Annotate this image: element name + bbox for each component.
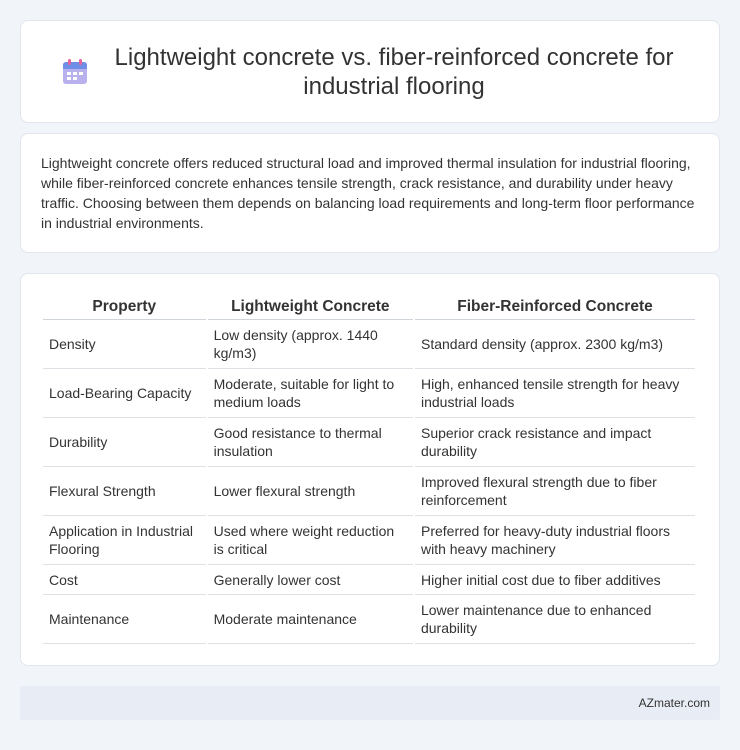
- footer-bar: [20, 686, 720, 720]
- intro-paragraph: Lightweight concrete offers reduced structural load and improved thermal insulation for industrial flooring, while fiber-reinforced concrete enhances tensile strength, crack resistance, and durability under heavy traffic. Choosing between them depends on balancing load requirements and long-term floor performance in industrial environments.: [41, 155, 695, 231]
- table-cell: Improved flexural strength due to fiber reinforcement: [415, 467, 695, 516]
- comparison-table: [41, 296, 697, 644]
- table-row: [43, 565, 695, 595]
- table-card: [20, 273, 720, 666]
- page-title: Lightweight concrete vs. fiber-reinforced concrete for industrial flooring: [114, 43, 674, 100]
- table-cell: Superior crack resistance and impact durability: [415, 418, 695, 467]
- table-cell: Flexural Strength: [43, 467, 206, 516]
- table-row: [43, 516, 695, 565]
- table-cell: Preferred for heavy-duty industrial floors with heavy machinery: [415, 516, 695, 565]
- table-cell: Generally lower cost: [208, 565, 413, 595]
- column-header-lightweight: Lightweight Concrete: [208, 296, 413, 320]
- intro-card: [20, 133, 720, 253]
- title-wrap: [60, 43, 680, 101]
- table-cell: Cost: [43, 565, 206, 595]
- table-row: [43, 595, 695, 644]
- table-row: [43, 320, 695, 369]
- table-cell: Low density (approx. 1440 kg/m3): [208, 320, 413, 369]
- table-row: [43, 467, 695, 516]
- table-cell: Lower maintenance due to enhanced durability: [415, 595, 695, 644]
- table-cell: Moderate maintenance: [208, 595, 413, 644]
- calendar-icon: [60, 57, 90, 87]
- footer-brand[interactable]: AZmater.com: [638, 696, 710, 710]
- table-header-row: [43, 296, 695, 320]
- column-header-fiber: Fiber-Reinforced Concrete: [415, 296, 695, 320]
- column-header-property: Property: [43, 296, 206, 320]
- table-cell: Durability: [43, 418, 206, 467]
- table-cell: Maintenance: [43, 595, 206, 644]
- table-cell: Good resistance to thermal insulation: [208, 418, 413, 467]
- table-cell: Load-Bearing Capacity: [43, 369, 206, 418]
- table-cell: Standard density (approx. 2300 kg/m3): [415, 320, 695, 369]
- table-cell: Lower flexural strength: [208, 467, 413, 516]
- table-cell: Higher initial cost due to fiber additives: [415, 565, 695, 595]
- table-row: [43, 369, 695, 418]
- table-cell: Density: [43, 320, 206, 369]
- table-cell: Application in Industrial Flooring: [43, 516, 206, 565]
- table-cell: Used where weight reduction is critical: [208, 516, 413, 565]
- table-cell: High, enhanced tensile strength for heavy industrial loads: [415, 369, 695, 418]
- table-cell: Moderate, suitable for light to medium loads: [208, 369, 413, 418]
- title-card: [20, 20, 720, 123]
- table-row: [43, 418, 695, 467]
